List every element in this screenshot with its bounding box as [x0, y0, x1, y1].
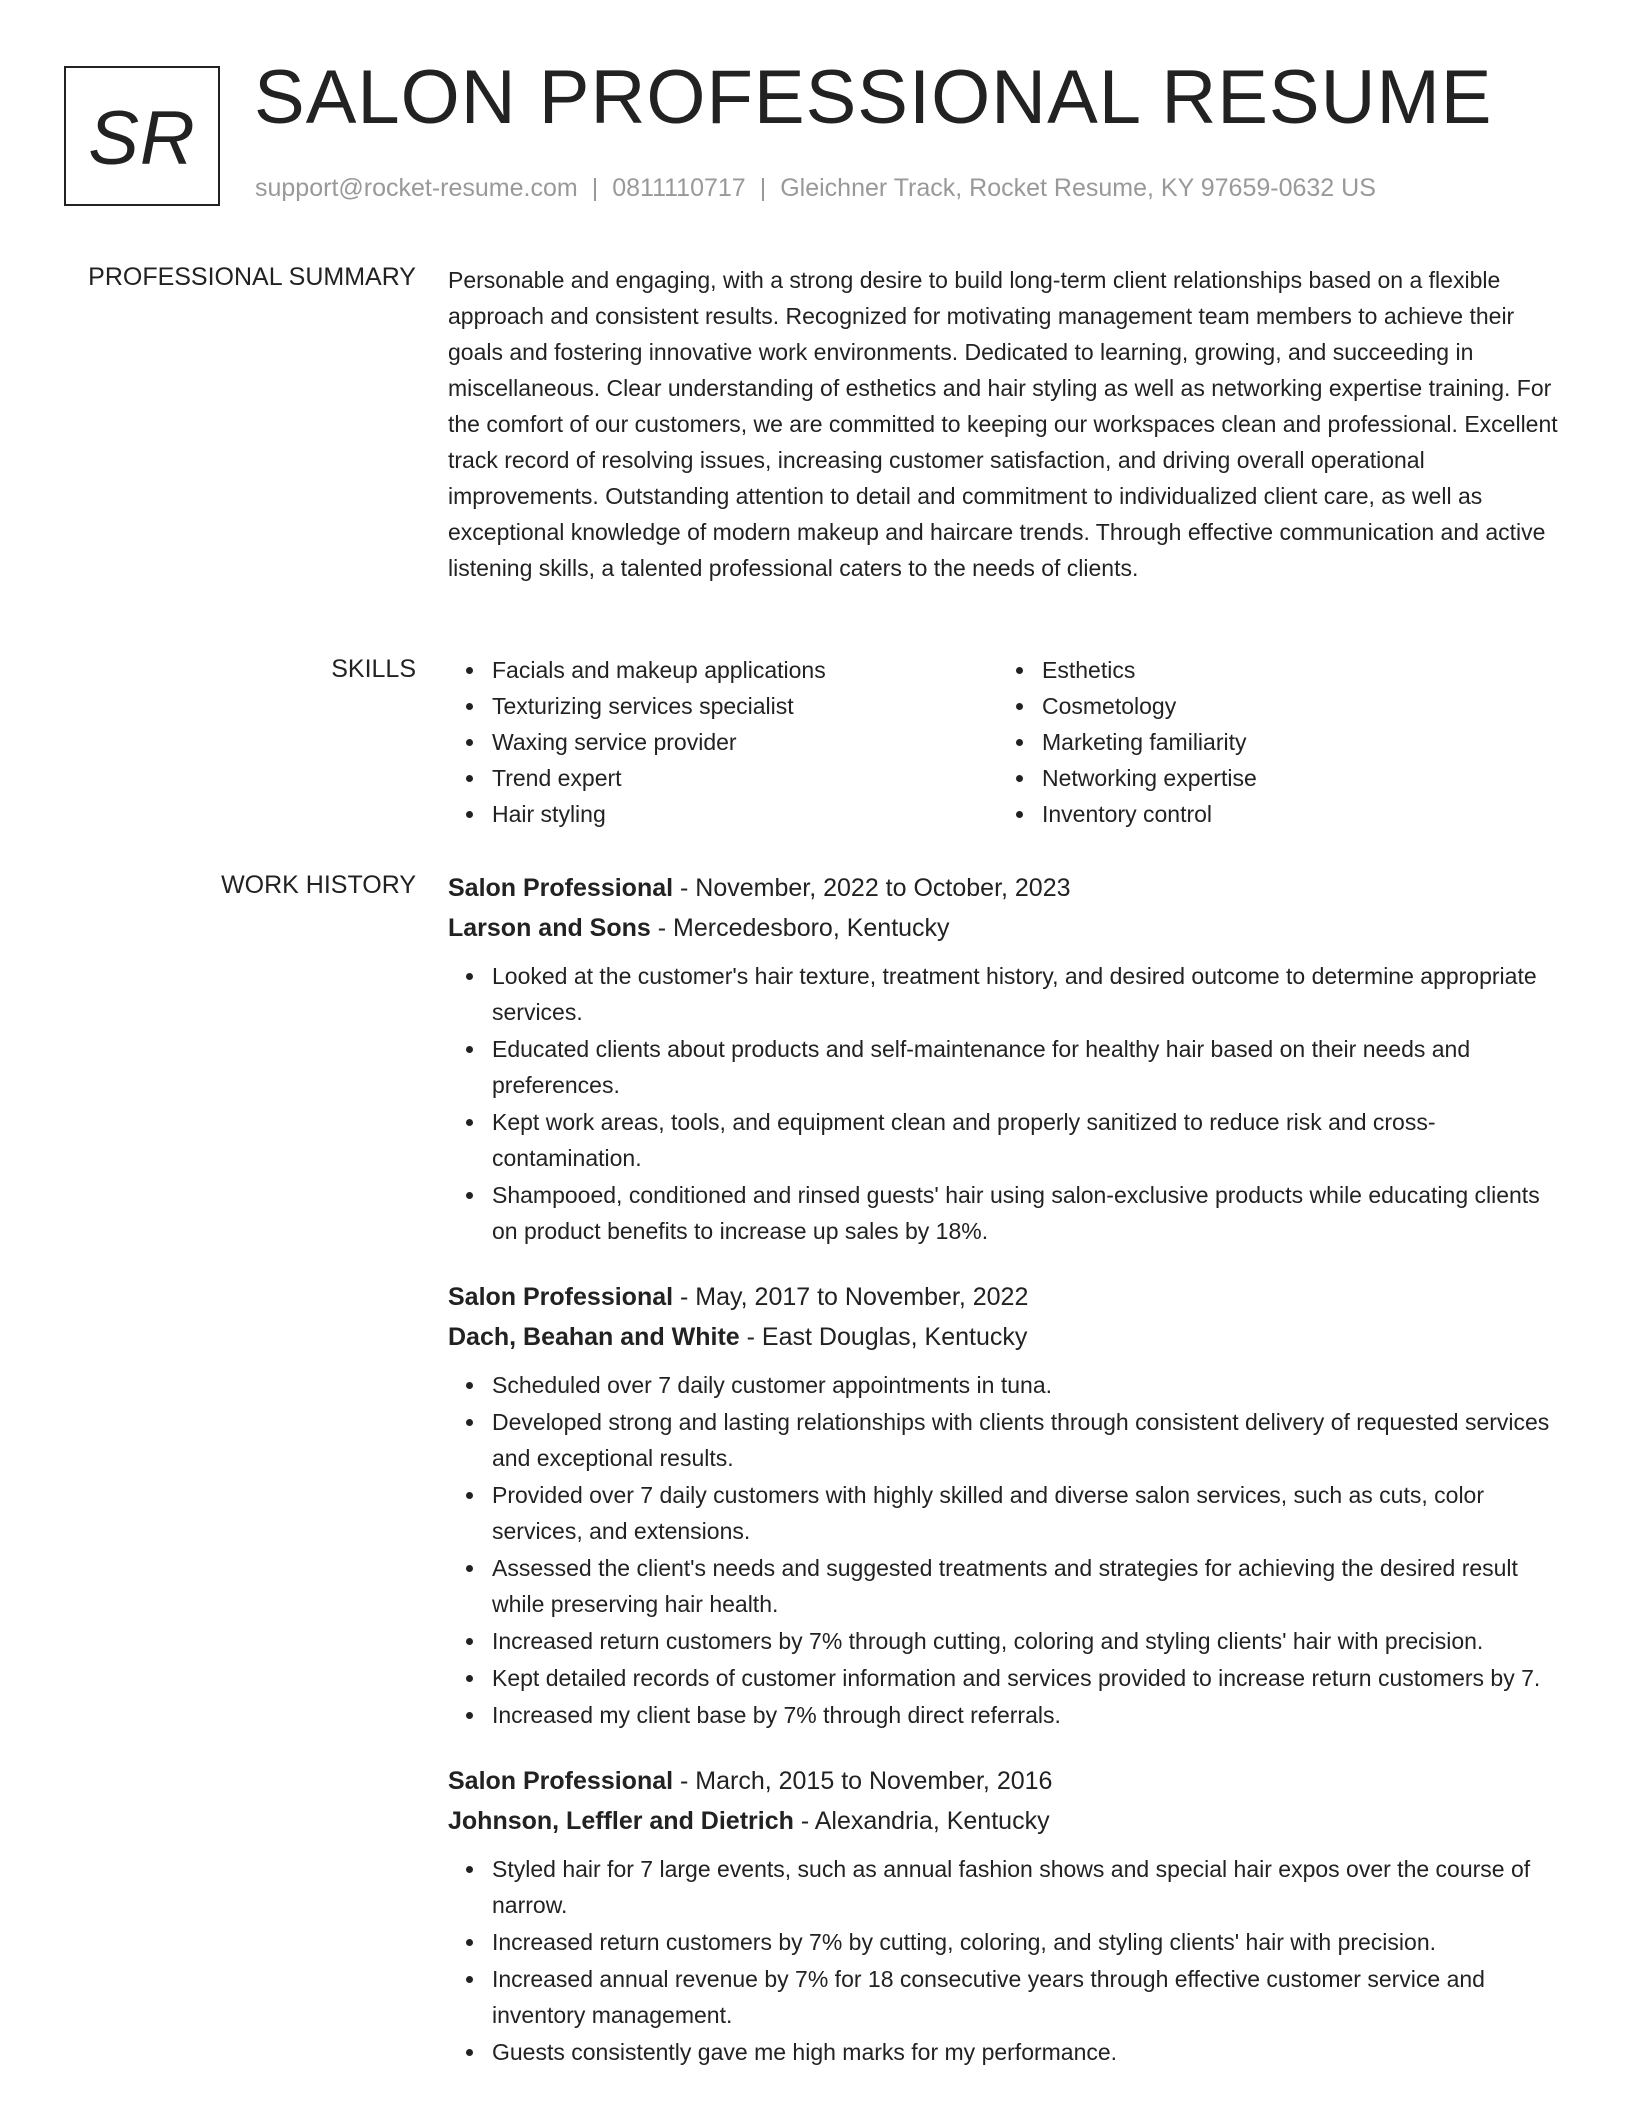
job-bullet: Provided over 7 daily customers with highly skilled and diverse salon services, such as cuts, color services, and extensions.: [492, 1477, 1568, 1549]
skill-item: Inventory control: [1042, 796, 1548, 832]
skills-list-left: [448, 652, 998, 832]
job-bullet: Kept work areas, tools, and equipment clean and properly sanitized to reduce risk and cross-contamination.: [492, 1104, 1568, 1176]
job-bullet-list: [448, 1367, 1568, 1733]
contact-line: [255, 174, 1376, 203]
skills-body: [448, 652, 1568, 832]
job-entry: [448, 1761, 1568, 2070]
job-bullet: Scheduled over 7 daily customer appointments in tuna.: [492, 1367, 1568, 1403]
phone-number: 0811110717: [612, 174, 746, 202]
job-bullet: Looked at the customer's hair texture, treatment history, and desired outcome to determine appropriate services.: [492, 958, 1568, 1030]
skill-item: Esthetics: [1042, 652, 1548, 688]
skill-item: Marketing familiarity: [1042, 724, 1548, 760]
monogram: SR: [64, 66, 220, 206]
skills-list-right: [998, 652, 1548, 832]
job-bullet: Educated clients about products and self-maintenance for healthy hair based on their needs and preferences.: [492, 1031, 1568, 1103]
job-title: Salon Professional: [448, 874, 674, 902]
page-title: SALON PROFESSIONAL RESUME: [254, 55, 1493, 140]
separator: |: [591, 174, 599, 202]
section-label-skills: SKILLS: [331, 655, 416, 683]
job-location: - Alexandria, Kentucky: [793, 1807, 1050, 1835]
job-dates: - May, 2017 to November, 2022: [673, 1283, 1029, 1311]
job-company-line: [448, 1317, 1568, 1357]
address: Gleichner Track, Rocket Resume, KY 97659-0632 US: [780, 174, 1376, 202]
job-entry: [448, 1277, 1568, 1733]
job-bullet: Kept detailed records of customer information and services provided to increase return customers by 7.: [492, 1660, 1568, 1696]
job-company-line: [448, 908, 1568, 948]
skill-item: Waxing service provider: [492, 724, 998, 760]
job-bullet: Increased return customers by 7% by cutting, coloring, and styling clients' hair with precision.: [492, 1924, 1568, 1960]
job-location: - East Douglas, Kentucky: [739, 1323, 1028, 1351]
job-bullet: Guests consistently gave me high marks for my performance.: [492, 2034, 1568, 2070]
separator: |: [759, 174, 767, 202]
summary-body: [448, 262, 1568, 586]
work-history-body: [448, 868, 1568, 2098]
job-bullet: Increased annual revenue by 7% for 18 consecutive years through effective customer service and inventory management.: [492, 1961, 1568, 2033]
skill-item: Networking expertise: [1042, 760, 1548, 796]
job-bullet-list: [448, 958, 1568, 1249]
skill-item: Trend expert: [492, 760, 998, 796]
job-title: Salon Professional: [448, 1283, 674, 1311]
summary-text: Personable and engaging, with a strong desire to build long-term client relationships based on a flexible approach and consistent results. Recognized for motivating management team members to achieve their goals and fostering innovative work environments. Dedicated to learning, growing, and succeeding in miscellaneous. Clear understanding of esthetics and hair styling as well as networking expertise training. For the comfort of our customers, we are committed to keeping our workspaces clean and professional. Excellent track record of resolving issues, increasing customer satisfaction, and driving overall operational improvements. Outstanding attention to detail and commitment to individualized client care, as well as exceptional knowledge of modern makeup and haircare trends. Through effective communication and active listening skills, a talented professional caters to the needs of clients.: [448, 267, 1558, 581]
job-title: Salon Professional: [448, 1767, 674, 1795]
job-bullet-list: [448, 1851, 1568, 2070]
job-company: Larson and Sons: [448, 914, 651, 942]
skill-item: Hair styling: [492, 796, 998, 832]
job-company: Johnson, Leffler and Dietrich: [448, 1807, 794, 1835]
job-company: Dach, Beahan and White: [448, 1323, 740, 1351]
job-title-line: [448, 1761, 1568, 1801]
job-bullet: Developed strong and lasting relationships with clients through consistent delivery of requested services and exceptional results.: [492, 1404, 1568, 1476]
job-location: - Mercedesboro, Kentucky: [650, 914, 950, 942]
skill-item: Texturizing services specialist: [492, 688, 998, 724]
job-title-line: [448, 868, 1568, 908]
job-bullet: Styled hair for 7 large events, such as annual fashion shows and special hair expos over the course of narrow.: [492, 1851, 1568, 1923]
email-link[interactable]: support@rocket-resume.com: [255, 174, 578, 202]
job-title-line: [448, 1277, 1568, 1317]
skill-item: Facials and makeup applications: [492, 652, 998, 688]
skill-item: Cosmetology: [1042, 688, 1548, 724]
job-bullet: Assessed the client's needs and suggested treatments and strategies for achieving the desired result while preserving hair health.: [492, 1550, 1568, 1622]
section-label-work-history: WORK HISTORY: [221, 871, 416, 899]
job-dates: - November, 2022 to October, 2023: [673, 874, 1071, 902]
section-label-summary: PROFESSIONAL SUMMARY: [88, 263, 416, 291]
job-company-line: [448, 1801, 1568, 1841]
job-dates: - March, 2015 to November, 2016: [673, 1767, 1053, 1795]
job-bullet: Increased return customers by 7% through cutting, coloring and styling clients' hair with precision.: [492, 1623, 1568, 1659]
job-bullet: Shampooed, conditioned and rinsed guests' hair using salon-exclusive products while educating clients on product benefits to increase up sales by 18%.: [492, 1177, 1568, 1249]
job-bullet: Increased my client base by 7% through direct referrals.: [492, 1697, 1568, 1733]
job-entry: [448, 868, 1568, 1249]
